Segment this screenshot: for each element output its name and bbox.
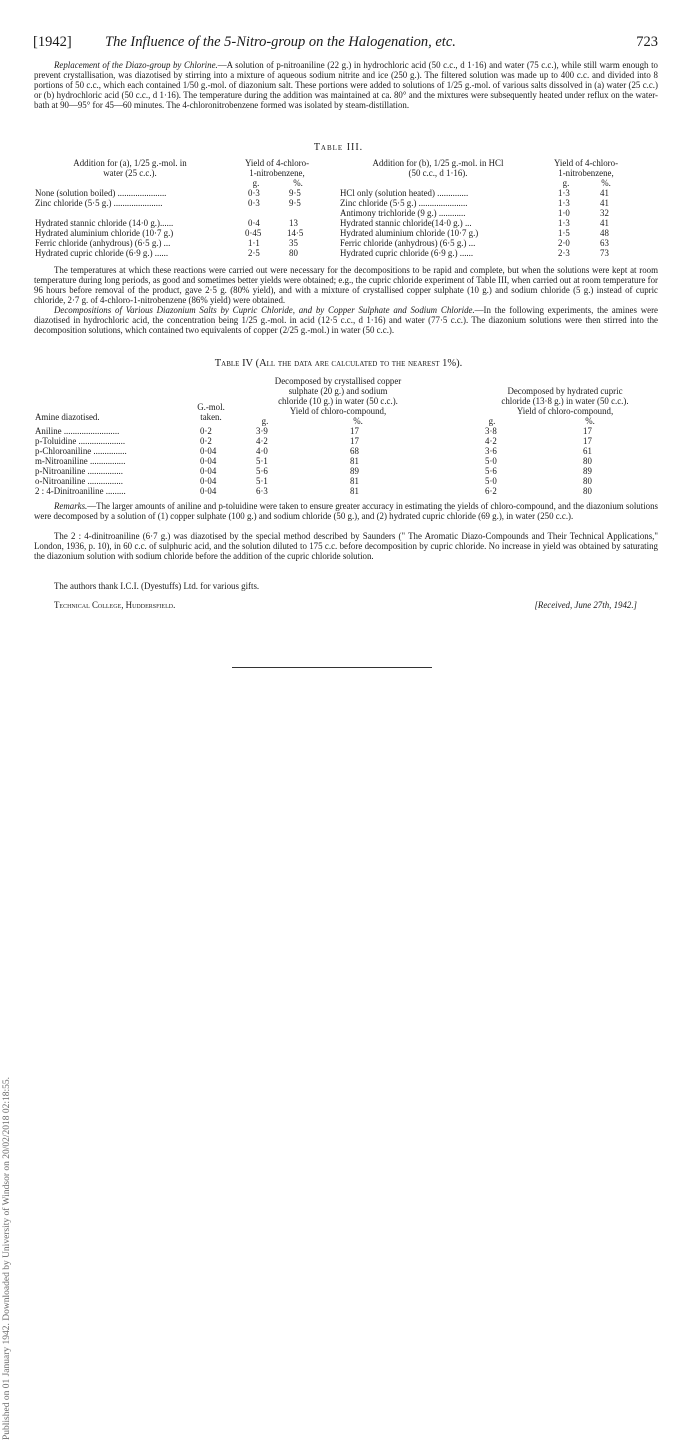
table-iii-unit-pct: %. (293, 178, 303, 188)
table-iii-right-head-2: (50 c.c., d 1·16). (408, 168, 468, 178)
table-iv-amine: Aniline ......................... (35, 426, 120, 436)
table-iii-left-g: 0·4 (248, 218, 260, 228)
table-iv-gmol: 0·04 (200, 486, 217, 496)
table-iii-right-label: Zinc chloride (5·5 g.) ...................... (340, 198, 468, 208)
table-iv-gmol-head-2: taken. (200, 412, 222, 422)
table-iv-amine-head: Amine diazotised. (35, 412, 100, 422)
table-iii-left-g: 1·1 (248, 238, 260, 248)
table-iv-mid-head-1: Decomposed by crystallised copper (274, 376, 402, 386)
table-iv-g1: 6·3 (256, 486, 268, 496)
paragraph-text: The temperatures at which these reactions were carried out were necessary for the decompositions to be rapid and complete, but when the solutions were kept at room temperature during long periods, as good and sometimes better yields were obtained; e.g., the cupric chloride experiment of Table III, when carried out at room temperature for 96 hours before removal of the product, gave 2·5 g. (80% yield), and with a mixture of crystallised copper sulphate (10 g.) and sodium chloride (5 g.) instead of cupric chloride, 2·7 g. of 4-chloro-1-nitrobenzene (86% yield) were obtained. (34, 265, 658, 305)
table-iv-amine: o-Nitroaniline ................ (35, 476, 123, 486)
table-iv-g2: 5·0 (485, 476, 497, 486)
table-iii-left-label: Zinc chloride (5·5 g.) ...................... (35, 198, 163, 208)
table-iii-right-label: Hydrated cupric chloride (6·9 g.) ...... (340, 248, 474, 258)
table-iv-gmol: 0·2 (200, 436, 212, 446)
table-iv-p2: 80 (583, 456, 592, 466)
table-iv-g2: 4·2 (485, 436, 497, 446)
table-iii-left-g: 2·5 (248, 248, 260, 258)
table-iv-right-head-2: chloride (13·8 g.) in water (50 c.c.). (501, 396, 629, 406)
table-iv-mid-head-4: Yield of chloro-compound, (289, 406, 387, 416)
table-iii-left-g: 0·45 (245, 228, 262, 238)
table-iv-mid-head-3: chloride (10 g.) in water (50 c.c.). (278, 396, 398, 406)
table-iii-right-yield-head-2: 1-nitrobenzene, (558, 168, 614, 178)
table-iv-right-unit-pct: %. (585, 416, 595, 426)
table-iii-right-head-1: Addition for (b), 1/25 g.-mol. in HCl (372, 158, 504, 168)
table-iii-right-pct: 41 (600, 198, 609, 208)
running-title: The Influence of the 5-Nitro-group on the Halogenation, etc. (105, 34, 456, 50)
table-iii-yield-head-2: 1-nitrobenzene, (249, 168, 305, 178)
table-iv-gmol-head-1: G.-mol. (197, 402, 225, 412)
table-iv-g1: 4·0 (256, 446, 268, 456)
table-iv-gmol: 0·04 (200, 446, 217, 456)
table-iii-left-pct: 13 (289, 218, 298, 228)
table-iv-right-head-1: Decomposed by hydrated cupric (507, 386, 623, 396)
table-iii-left-head-2: water (25 c.c.). (103, 168, 157, 178)
table-iv-p2: 80 (583, 486, 592, 496)
table-iii-right-pct: 32 (600, 208, 609, 218)
table-iii-left-pct: 9·5 (289, 198, 301, 208)
paragraph-heading: Replacement of the Diazo-group by Chlorine. (54, 60, 218, 70)
table-iii-right-unit-g: g. (562, 178, 570, 188)
table-iv-title: Table IV (All the data are calculated to the nearest 1%). (214, 358, 463, 369)
table-iv-p1: 81 (350, 486, 359, 496)
table-iv-gmol: 0·04 (200, 456, 217, 466)
table-iii-left-pct: 80 (289, 248, 298, 258)
table-iv-amine: p-Toluidine ..................... (35, 436, 126, 446)
table-iv-p2: 89 (583, 466, 592, 476)
table-iv-gmol: 0·2 (200, 426, 212, 436)
table-iii-title: Table III. (313, 142, 364, 153)
page-number: 723 (636, 34, 658, 50)
table-iv-right-unit-g: g. (488, 416, 496, 426)
table-iii-right-label: Ferric chloride (anhydrous) (6·5 g.) ... (340, 238, 476, 248)
table-iii-right-yield-head-1: Yield of 4-chloro- (553, 158, 619, 168)
table-iii-right-label: Hydrated stannic chloride(14·0 g.) ... (340, 218, 472, 228)
table-iv-p1: 89 (350, 466, 359, 476)
table-iv-amine: p-Nitroaniline ................ (35, 466, 123, 476)
table-iv-p2: 80 (583, 476, 592, 486)
table-iii-right-g: 2·0 (558, 238, 570, 248)
table-iv-p2: 61 (583, 446, 592, 456)
table-iii-left-label: Hydrated aluminium chloride (10·7 g.) (35, 228, 174, 238)
paragraph-text: —In the following experiments, the amines were diazotised in hydrochloric acid, the concentration being 1/25 g.-mol. in acid (12·5 c.c., d 1·16) and water (77·5 c.c.). The diazonium solutions were then stirred into the decomposition solutions, which contained two equivalents of copper (2/25 g.-mol.) in water (50 c.c.). (34, 305, 658, 335)
table-iv-right-head-3: Yield of chloro-compound, (516, 406, 614, 416)
institution: Technical College, Huddersfield. (54, 600, 176, 610)
table-iv-p2: 17 (583, 426, 592, 436)
table-iv-g1: 5·6 (256, 466, 268, 476)
table-iii-right-unit-pct: %. (601, 178, 611, 188)
table-iv-gmol: 0·04 (200, 466, 217, 476)
table-iii-right-pct: 48 (600, 228, 609, 238)
table-iv-p2: 17 (583, 436, 592, 446)
table-iii-right-g: 1·3 (558, 218, 570, 228)
table-iii-unit-g: g. (252, 178, 260, 188)
paragraph-text: —The larger amounts of aniline and p-toluidine were taken to ensure greater accuracy in estimating the yields of chloro-compound, and the diazonium solutions were decomposed by a solution of (1) copper sulphate (100 g.) and sodium chloride (50 g.), and (2) hydrated cupric chloride (69 g.), in water (250 c.c.). (34, 501, 658, 521)
table-iii-right-pct: 63 (600, 238, 609, 248)
table-iv-mid-unit-g: g. (261, 416, 269, 426)
table-iv-mid-head-2: sulphate (20 g.) and sodium (288, 386, 388, 396)
table-iii-left-pct: 14·5 (287, 228, 304, 238)
table-iii-yield-head-1: Yield of 4-chloro- (244, 158, 310, 168)
table-iii-right-pct: 73 (600, 248, 609, 258)
paragraph-text: —A solution of p-nitroaniline (22 g.) in hydrochloric acid (50 c.c., d 1·16) and water (75 c.c.), while still warm enough to prevent crystallisation, was diazotised by stirring into a mixture of aqueous sodium nitrite and ice (250 g.). The filtered solution was made up to 400 c.c. and divided into 8 portions of 50 c.c., which each contained 1/50 g.-mol. of diazonium salt. These portions were added to solutions of 1/25 g.-mol. of various salts dissolved in (a) water (25 c.c.) or (b) hydrochloric acid (50 c.c., d 1·16). The temperature during the addition was maintained at ca. 80° and the mixtures were subsequently heated under reflux on the water-bath at 90—95° for 45—60 minutes. The 4-chloronitrobenzene formed was isolated by steam-distillation. (34, 60, 658, 110)
acknowledgement-text: The authors thank I.C.I. (Dyestuffs) Ltd. for various gifts. (54, 581, 260, 591)
table-iv-p1: 81 (350, 456, 359, 466)
table-iii-right-pct: 41 (600, 218, 609, 228)
table-iv-gmol: 0·04 (200, 476, 217, 486)
year: [1942] (33, 34, 72, 50)
paragraph-remarks (34, 502, 658, 522)
table-iv-p1: 17 (350, 426, 359, 436)
table-iv-p1: 81 (350, 476, 359, 486)
table-iii-right-g: 1·3 (558, 188, 570, 198)
received-date: [Received, June 27th, 1942.] (534, 600, 637, 610)
table-iii-right-label: HCl only (solution heated) .............. (340, 188, 469, 198)
table-iv-g1: 5·1 (256, 456, 268, 466)
end-rule (232, 667, 432, 668)
table-iii-left-label: Hydrated stannic chloride (14·0 g.)...... (35, 218, 174, 228)
paragraph-dinitroaniline (34, 532, 658, 562)
table-iii-left-g: 0·3 (248, 188, 260, 198)
table-iii-right-g: 1·5 (558, 228, 570, 238)
table-iv-g2: 5·0 (485, 456, 497, 466)
table-iii-right-g: 1·3 (558, 198, 570, 208)
table-iii-left-label: None (solution boiled) ...................... (35, 188, 167, 198)
table-iv-amine: 2 : 4-Dinitroaniline ......... (35, 486, 126, 496)
table-iii-right-label: Hydrated aluminium chloride (10·7 g.) (340, 228, 479, 238)
table-iv-amine: p-Chloroaniline ............... (35, 446, 127, 456)
table-iv-mid-unit-pct: %. (353, 416, 363, 426)
table-iii-right-g: 2·3 (558, 248, 570, 258)
table-iv-g1: 3·9 (256, 426, 268, 436)
table-iii-left-pct: 9·5 (289, 188, 301, 198)
table-iv-p1: 68 (350, 446, 359, 456)
paragraph-text: The 2 : 4-dinitroaniline (6·7 g.) was diazotised by the special method described by Saunders (" The Aromatic Diazo-Compounds and Their Technical Applications," London, 1936, p. 10), in 60 c.c. of sulphuric acid, and the solution diluted to 175 c.c. before decomposition by cupric chloride. No increase in yield was obtained by saturating the diazonium solution with sodium chloride before the addition of the cupric chloride solution. (34, 531, 658, 561)
table-iv-p1: 17 (350, 436, 359, 446)
table-iv-g2: 5·6 (485, 466, 497, 476)
table-iv-g1: 5·1 (256, 476, 268, 486)
table-iii-left-g: 0·3 (248, 198, 260, 208)
paragraph-heading: Decompositions of Various Diazonium Salts by Cupric Chloride, and by Copper Sulphate and Sodium Chloride. (54, 305, 475, 315)
table-iv-g2: 3·6 (485, 446, 497, 456)
table-iii-right-label: Antimony trichloride (9 g.) ............ (340, 208, 466, 218)
table-iii-right-pct: 41 (600, 188, 609, 198)
table-iii-left-label: Hydrated cupric chloride (6·9 g.) ...... (35, 248, 169, 258)
table-iv-g1: 4·2 (256, 436, 268, 446)
table-iv-g2: 3·8 (485, 426, 497, 436)
table-iii-right-g: 1·0 (558, 208, 570, 218)
table-iii-left-head-1: Addition for (a), 1/25 g.-mol. in (73, 158, 187, 168)
table-iv-amine: m-Nitroaniline ................ (35, 456, 126, 466)
watermark-text: Published on 01 January 1942. Downloaded by University of Windsor on 20/02/2018 02:18:55. (2, 1076, 12, 1440)
table-iv-g2: 6·2 (485, 486, 497, 496)
table-iii-left-label: Ferric chloride (anhydrous) (6·5 g.) ... (35, 238, 171, 248)
acknowledgement (34, 582, 658, 592)
table-iii-left-pct: 35 (289, 238, 298, 248)
paragraph-heading: Remarks. (54, 501, 88, 511)
